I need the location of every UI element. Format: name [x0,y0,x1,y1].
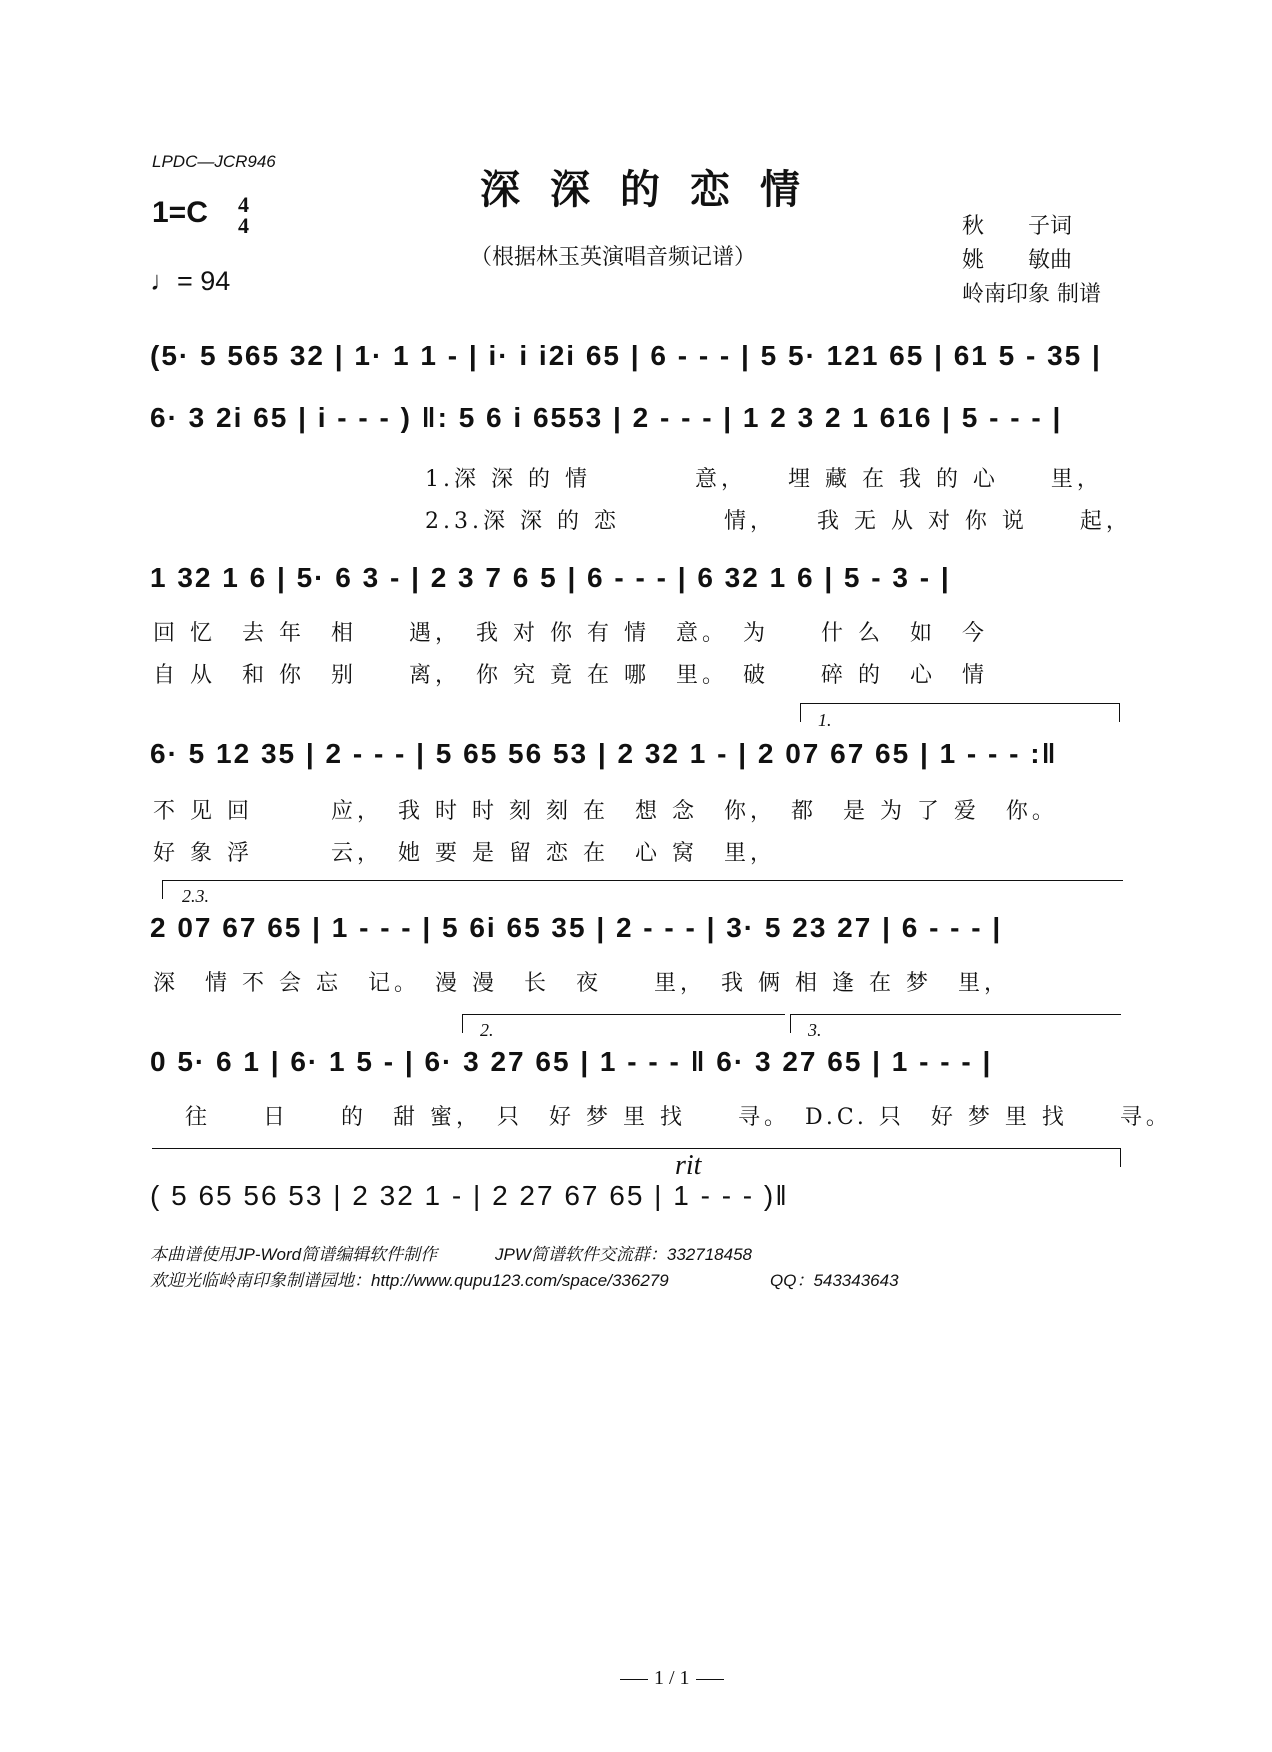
score-line-4: 6· 5 12 35 | 2 - - - | 5 65 56 53 | 2 32 1 - | 2 07 67 65 | 1 - - - :‖ [150,738,1058,769]
volta-bracket-3 [790,1014,1121,1033]
lyricist: 秋 子词 [962,214,1073,239]
tempo-marking: ♩= 94 [150,266,231,296]
score-line-7: ( 5 65 56 53 | 2 32 1 - | 2 27 67 65 | 1 - - - )‖ [150,1180,789,1211]
subtitle: （根据林玉英演唱音频记谱） [470,245,757,270]
page-title: 深深的恋情 [480,166,830,213]
footer-qq: QQ：543343643 [770,1271,899,1290]
time-bottom: 4 [238,213,249,238]
volta-label-1: 1. [818,710,832,730]
footer-group-note: JPW简谱软件交流群：332718458 [495,1245,752,1264]
catalog-number: LPDC—JCR946 [152,152,276,171]
page-number-text: 1 / 1 [654,1667,690,1689]
time-top: 4 [238,192,249,217]
volta-label-2: 2. [480,1020,494,1040]
lyric-line-4-verse1: 不 见 回 应， 我 时 时 刻 刻 在 想 念 你， 都 是 为 了 爱 你。 [153,799,1058,824]
credits [962,210,1101,312]
volta-label-3: 3. [808,1020,822,1040]
arranger: 岭南印象 制谱 [962,282,1101,307]
volta-bracket-2 [462,1014,785,1033]
volta-bracket-2-3 [162,880,1123,899]
lyric-line-3-verse2: 自 从 和 你 别 离， 你 究 竟 在 哪 里。 破 碎 的 心 情 [153,663,988,688]
lyric-line-2-verse1: 1.深 深 的 情 意， 埋 藏 在 我 的 心 里， [425,467,1103,492]
coda-bracket [152,1148,1121,1167]
time-signature [238,194,249,236]
score-line-3: 1 32 1 6 | 5· 6 3 - | 2 3 7 6 5 | 6 - - - | 6 32 1 6 | 5 - 3 - | [150,562,951,593]
ritardando-marking: rit [675,1150,702,1181]
page-number [614,1667,730,1690]
lyric-line-3-verse1: 回 忆 去 年 相 遇， 我 对 你 有 情 意。 为 什 么 如 今 [153,621,988,646]
score-line-2: 6· 3 2i 65 | i - - - ) ‖: 5 6 i 6553 | 2 - - - | 1 2 3 2 1 616 | 5 - - - | [150,402,1063,433]
score-line-6: 0 5· 6 1 | 6· 1 5 - | 6· 3 27 65 | 1 - - - ‖ 6· 3 27 65 | 1 - - - | [150,1046,993,1077]
composer: 姚 敏曲 [962,248,1073,273]
key-signature: 1=C [152,196,208,229]
volta-bracket-1 [800,703,1120,722]
volta-label-2-3: 2.3. [182,886,209,906]
lyric-line-2-verse2: 2.3.深 深 的 恋 情， 我 无 从 对 你 说 起， [425,509,1132,534]
lyric-line-6: 往 日 的 甜 蜜， 只 好 梦 里 找 寻。 D.C. 只 好 梦 里 找 寻。 [185,1105,1172,1130]
score-line-1: (5· 5 565 32 | 1· 1 1 - | i· i i2i 65 | 6 - - - | 5 5· 121 65 | 61 5 - 35 | [150,340,1102,371]
footer-software-note: 本曲谱使用JP-Word简谱编辑软件制作 [150,1245,438,1264]
score-line-5: 2 07 67 65 | 1 - - - | 5 6i 65 35 | 2 - - - | 3· 5 23 27 | 6 - - - | [150,912,1003,943]
lyric-line-5: 深 情 不 会 忘 记。 漫 漫 长 夜 里， 我 俩 相 逢 在 梦 里， [153,971,1010,996]
lyric-line-4-verse2: 好 象 浮 云， 她 要 是 留 恋 在 心 窝 里， [153,841,776,866]
footer-website-link[interactable]: 欢迎光临岭南印象制谱园地：http://www.qupu123.com/space/336279 [150,1271,669,1290]
